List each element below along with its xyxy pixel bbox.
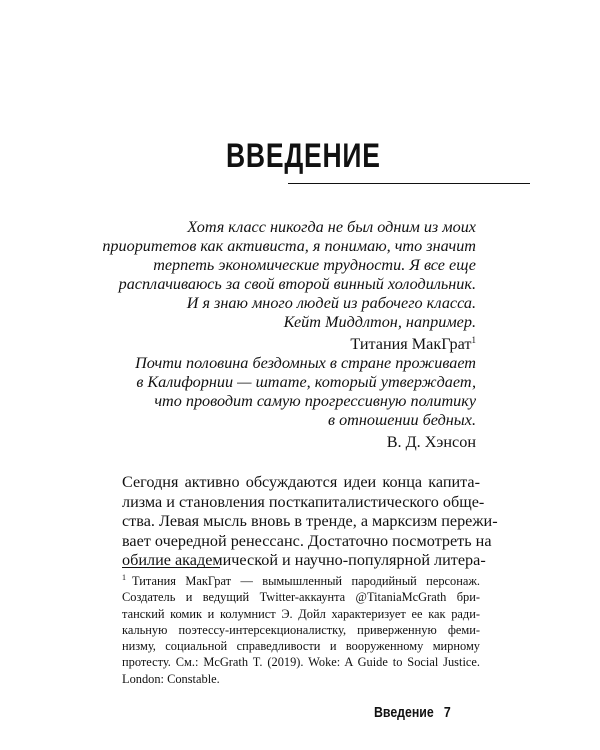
footer-section-title: Введение: [374, 705, 434, 721]
body-line: вает очередной ренессанс. Достаточно посмотреть на: [122, 531, 492, 550]
footnote-reference[interactable]: 1: [471, 335, 476, 345]
chapter-title: ВВЕДЕНИЕ: [226, 137, 381, 175]
footnote-line: [122, 573, 480, 589]
page-number: 7: [443, 705, 451, 721]
epigraph-author: В. Д. Хэнсон: [386, 433, 476, 451]
epigraph-line: Хотя класс никогда не был одним из моих: [187, 218, 476, 236]
epigraph-1: [102, 218, 476, 354]
footnote-line-text: Титания МакГрат — вымышленный пародийный персонаж.: [132, 574, 480, 588]
body-line: обилие академической и научно-популярной литера-: [122, 551, 486, 570]
footnote-number: 1: [122, 573, 126, 582]
epigraph-author: [102, 335, 476, 354]
epigraph-line: И я знаю много людей из рабочего класса.: [186, 294, 476, 312]
body-paragraph: [122, 473, 498, 571]
footnote-line: кальную поэтессу-интерсекционалистку, приверженную феми-: [122, 622, 480, 637]
epigraph-line: приоритетов как активиста, я понимаю, что значит: [102, 237, 476, 255]
epigraph-author-name: Титания МакГрат: [350, 335, 472, 353]
epigraph-line: в Калифорнии — штате, который утверждает,: [136, 373, 476, 391]
epigraph-line: Кейт Миддлтон, например.: [283, 313, 476, 331]
footnote: [122, 573, 480, 687]
footnote-divider: [122, 567, 220, 568]
body-line: лизма и становления посткапиталистического обще-: [122, 492, 485, 511]
body-line: ства. Левая мысль вновь в тренде, а марксизм пережи-: [122, 512, 498, 531]
footnote-line: London: Constable.: [122, 671, 220, 686]
footnote-line: Создатель и ведущий Twitter-аккаунта @TitaniaMcGrath бри-: [122, 590, 480, 605]
epigraph-2: [135, 354, 476, 452]
epigraph-line: терпеть экономические трудности. Я все еще: [153, 256, 476, 274]
footnote-line: протесту. См.: McGrath T. (2019). Woke: A Guide to Social Justice.: [122, 655, 480, 670]
body-line: Сегодня активно обсуждаются идеи конца капита-: [122, 473, 480, 491]
footnote-line: танский комик и колумнист Э. Дойл характеризует ее как ради-: [122, 606, 480, 621]
epigraph-line: что проводит самую прогрессивную политику: [154, 392, 476, 410]
epigraph-line: Почти половина бездомных в стране проживает: [135, 354, 476, 372]
epigraph-line: расплачиваюсь за свой второй винный холодильник.: [118, 275, 476, 293]
running-footer: [374, 705, 451, 721]
title-underline: [288, 183, 530, 184]
epigraph-line: в отношении бедных.: [328, 411, 476, 429]
footnote-line: низму, социальной справедливости и вооруженному мирному: [122, 639, 480, 654]
